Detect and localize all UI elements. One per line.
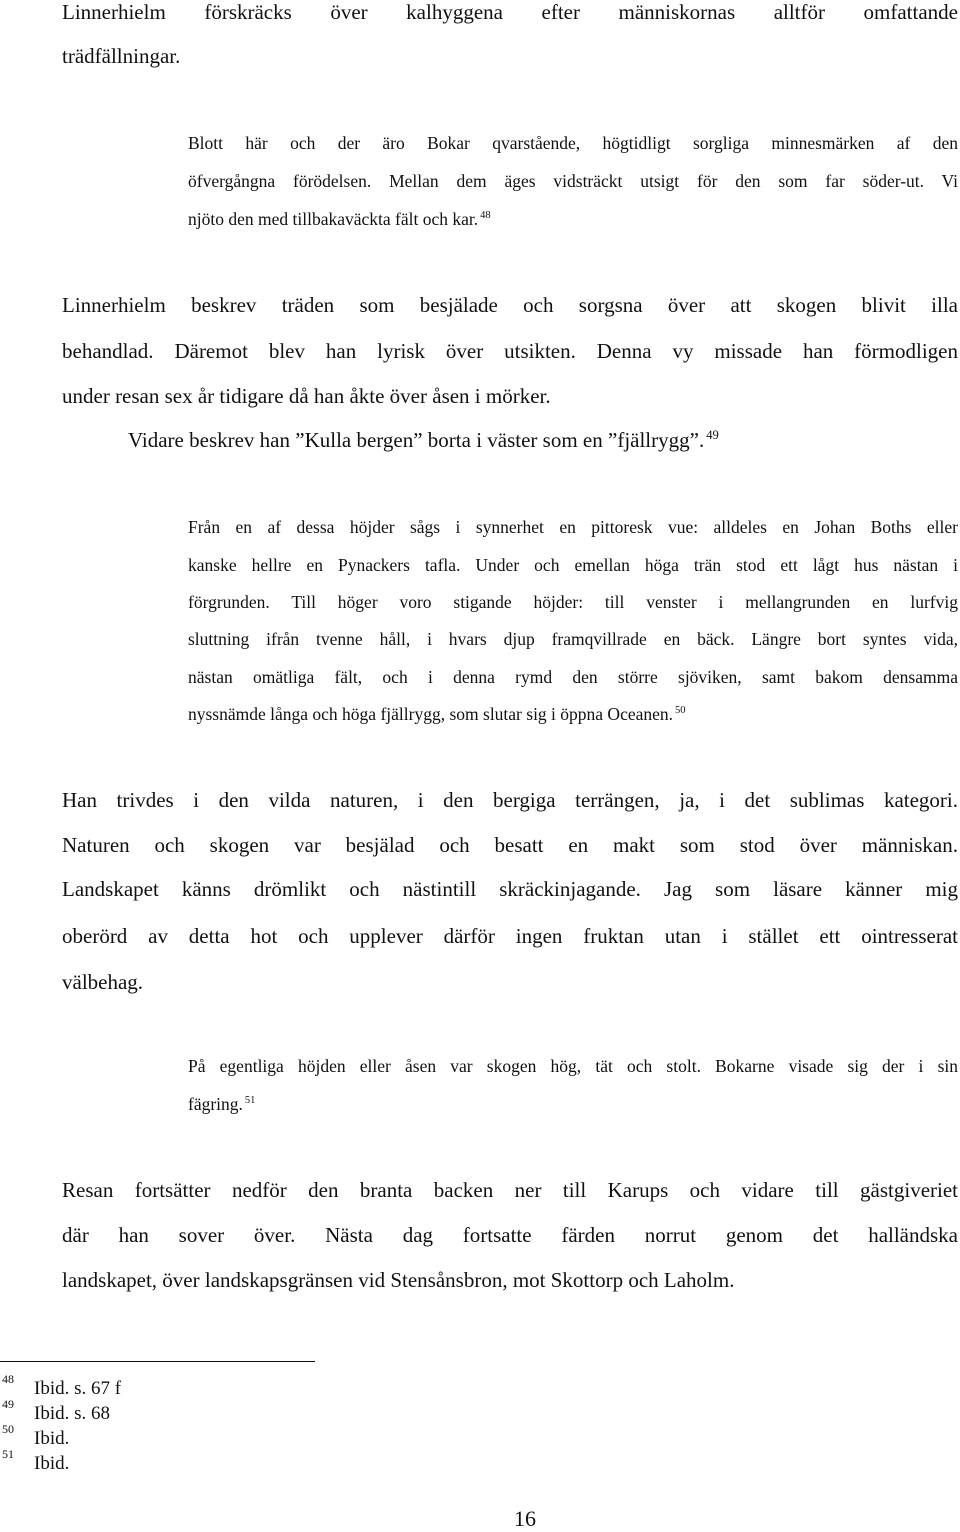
text-line: Landskapet känns drömlikt och nästintill skräckinjagande. Jag som läsare känner mig [62,877,958,901]
text-line: landskapet, över landskapsgränsen vid Stensånsbron, mot Skottorp och Laholm. [62,1268,735,1292]
quote-line: Från en af dessa höjder sågs i synnerhet en pittoresk vue: alldeles en Johan Boths eller [188,517,958,537]
footnote-ref: 49 [706,428,719,442]
footnote-number: 49 [2,1397,14,1411]
text-line: Resan fortsätter nedför den branta backen ner till Karups och vidare till gästgiveriet [62,1178,958,1202]
footnote-text: Ibid. s. 68 [34,1403,110,1424]
quote-line: kanske hellre en Pynackers tafla. Under och emellan höga trän stod ett lågt hus nästan i [188,555,958,575]
footnote-separator [0,1361,315,1362]
page-number: 16 [514,1506,536,1531]
footnote-number: 48 [2,1372,14,1386]
footnote-text: Ibid. [34,1428,70,1449]
text-line: oberörd av detta hot och upplever därför ingen fruktan utan i stället ett ointresserat [62,924,958,948]
quote-line: fägring. $^{51}$ [188,1094,256,1114]
quote-line: förgrunden. Till höger voro stigande höjder: till venster i mellangrunden en lurfvig [188,592,958,612]
footnote-text: Ibid. [34,1453,70,1474]
quote-line: njöto den med tillbakaväckta fält och kar. $^{48}$ [188,209,491,229]
text-line: välbehag. [62,970,144,994]
quote-line: Blott här och der äro Bokar qvarstående, högtidligt sorgliga minnesmärken af den [188,133,958,153]
footnote-number: 50 [2,1422,14,1436]
quote-line: nyssnämde långa och höga fjällrygg, som slutar sig i öppna Oceanen. $^{50}$ [188,704,686,724]
text-line: Linnerhielm förskräcks över kalhyggena efter människornas alltför omfattande [62,0,958,24]
footnote-ref: 50 [675,705,686,717]
footnote-ref: 51 [244,1095,256,1107]
text-line: Vidare beskrev han ”Kulla bergen” borta i väster som en ”fjällrygg”. $^{49}$ [128,428,719,452]
quote-line: öfvergångna förödelsen. Mellan dem äges vidsträckt utsigt för den som far söder-ut. Vi [188,171,958,191]
quote-line: På egentliga höjden eller åsen var skogen hög, tät och stolt. Bokarne visade sig der i sin [188,1056,958,1076]
text-line: Han trivdes i den vilda naturen, i den bergiga terrängen, ja, i det sublimas kategori. [62,788,958,812]
text-line: Naturen och skogen var besjälad och besatt en makt som stod över människan. [62,833,958,857]
quote-line: nästan omätliga fält, och i denna rymd den större sjöviken, samt bakom densamma [188,667,958,687]
footnote-ref: 48 [480,210,491,222]
text-line: behandlad. Däremot blev han lyrisk över utsikten. Denna vy missade han förmodligen [62,339,958,363]
text-line: där han sover över. Nästa dag fortsatte färden norrut genom det halländska [62,1223,958,1247]
footnote-number: 51 [2,1447,14,1461]
text-line: under resan sex år tidigare då han åkte över åsen i mörker. [62,384,551,408]
footnote-text: Ibid. s. 67 f [34,1378,122,1399]
text-line: Linnerhielm beskrev träden som besjälade och sorgsna över att skogen blivit illa [62,293,958,317]
quote-line: sluttning ifrån tvenne håll, i hvars djup framqvillrade en bäck. Längre bort syntes vida, [188,629,958,649]
text-line: trädfällningar. [62,44,181,68]
